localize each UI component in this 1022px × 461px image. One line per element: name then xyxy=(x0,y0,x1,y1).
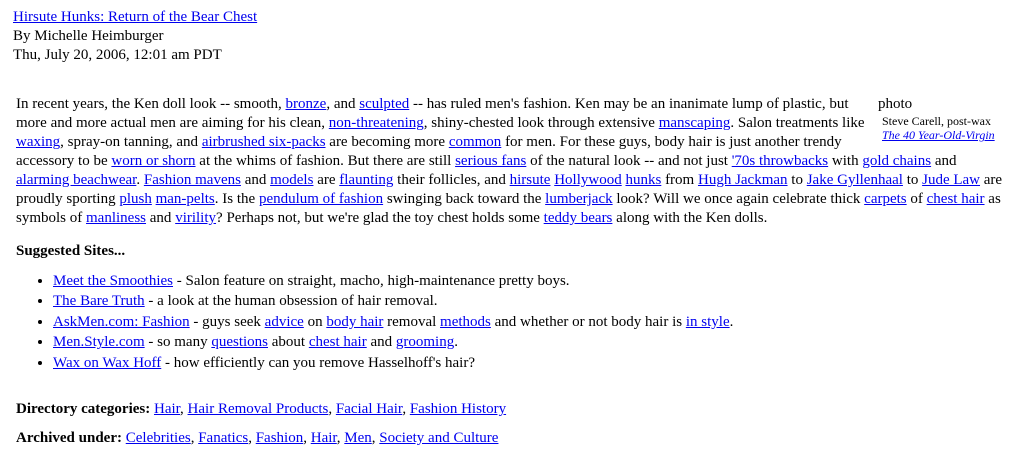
link-man-pelts[interactable]: man-pelts xyxy=(155,191,215,207)
link-chest-hair-2[interactable]: chest hair xyxy=(308,334,367,351)
link-hollywood[interactable]: Hollywood xyxy=(554,172,622,188)
text: - how efficiently can you remove Hasselhoff's hair? xyxy=(161,354,475,371)
suggested-sites-heading: Suggested Sites... xyxy=(16,243,126,259)
link-hunks[interactable]: hunks xyxy=(625,172,662,188)
directory-label: Directory categories: xyxy=(16,401,151,417)
text: , and xyxy=(326,96,360,112)
link-dir-hair-removal-products[interactable]: Hair Removal Products xyxy=(187,401,329,417)
link-in-style[interactable]: in style xyxy=(685,313,730,330)
text: are becoming more xyxy=(325,134,449,150)
text: ? Perhaps not, but we're glad the toy chest holds some xyxy=(216,210,544,226)
text: with xyxy=(828,153,863,169)
link-questions[interactable]: questions xyxy=(211,334,268,351)
list-item xyxy=(53,291,733,311)
text: along with the Ken dolls. xyxy=(612,210,768,226)
link-teddy-bears[interactable]: teddy bears xyxy=(543,210,613,226)
link-hirsute[interactable]: hirsute xyxy=(509,172,551,188)
link-lumberjack[interactable]: lumberjack xyxy=(545,191,613,207)
text: - guys seek xyxy=(189,313,265,330)
text: . xyxy=(454,334,458,351)
link-arc-society-and-culture[interactable]: Society and Culture xyxy=(379,430,499,446)
byline: By Michelle Heimburger xyxy=(13,28,164,44)
text: about xyxy=(268,334,309,351)
archived-label: Archived under: xyxy=(16,430,122,446)
link-manscaping[interactable]: manscaping xyxy=(658,115,731,131)
text: removal xyxy=(383,313,441,330)
directory-categories: Directory categories: Hair, Hair Removal Products, Facial Hair, Fashion History xyxy=(16,401,507,417)
text: from xyxy=(661,172,698,188)
link-common[interactable]: common xyxy=(448,134,502,150)
link-fashion-mavens[interactable]: Fashion mavens xyxy=(143,172,241,188)
film-link[interactable]: The 40 Year-Old-Virgin xyxy=(882,128,995,142)
link-the-bare-truth[interactable]: The Bare Truth xyxy=(53,293,145,310)
link-sculpted[interactable]: sculpted xyxy=(359,96,410,112)
link-dir-fashion-history[interactable]: Fashion History xyxy=(409,401,507,417)
link-arc-men[interactable]: Men xyxy=(344,430,372,446)
text: of xyxy=(906,191,927,207)
text: swinging back toward the xyxy=(383,191,546,207)
archived-under: Archived under: Celebrities, Fanatics, Fashion, Hair, Men, Society and Culture xyxy=(16,430,499,446)
suggested-sites-list xyxy=(16,271,733,373)
link-manliness[interactable]: manliness xyxy=(86,210,147,226)
link-arc-fanatics[interactable]: Fanatics xyxy=(198,430,249,446)
link-arc-celebrities[interactable]: Celebrities xyxy=(125,430,191,446)
link-chest-hair[interactable]: chest hair xyxy=(926,191,985,207)
list-item xyxy=(53,353,733,373)
link-jude-law[interactable]: Jude Law xyxy=(922,172,981,188)
link-models[interactable]: models xyxy=(270,172,314,188)
link-carpets[interactable]: carpets xyxy=(864,191,907,207)
list-item xyxy=(53,312,733,332)
text: to xyxy=(902,172,923,188)
link-jake-gyllenhaal[interactable]: Jake Gyllenhaal xyxy=(806,172,903,188)
link-advice[interactable]: advice xyxy=(264,313,304,330)
link-meet-the-smoothies[interactable]: Meet the Smoothies xyxy=(53,273,173,289)
text: and xyxy=(146,210,176,226)
publish-date: Thu, July 20, 2006, 12:01 am PDT xyxy=(13,47,222,63)
article-header xyxy=(13,8,257,65)
text: and whether or not body hair is xyxy=(490,313,686,330)
article-title-link[interactable]: Hirsute Hunks: Return of the Bear Chest xyxy=(13,9,258,25)
link-methods[interactable]: methods xyxy=(440,313,491,330)
link-pendulum-of-fashion[interactable]: pendulum of fashion xyxy=(258,191,384,207)
link-arc-fashion[interactable]: Fashion xyxy=(255,430,304,446)
link-flaunting[interactable]: flaunting xyxy=(339,172,394,188)
text: their follicles, and xyxy=(393,172,510,188)
link-alarming-beachwear[interactable]: alarming beachwear xyxy=(16,172,137,188)
text: are xyxy=(313,172,340,188)
link-worn-or-shorn[interactable]: worn or shorn xyxy=(111,153,196,169)
text: . Is the xyxy=(214,191,259,207)
text: to xyxy=(787,172,807,188)
photo-placeholder: photo xyxy=(878,96,913,112)
link-70s-throwbacks[interactable]: '70s throwbacks xyxy=(731,153,829,169)
text: of the natural look -- and not just xyxy=(526,153,732,169)
link-serious-fans[interactable]: serious fans xyxy=(455,153,527,169)
text: , shiny-chested look through extensive xyxy=(423,115,659,131)
text: as symbols of xyxy=(16,191,1001,226)
link-hugh-jackman[interactable]: Hugh Jackman xyxy=(697,172,788,188)
text: - a look at the human obsession of hair removal. xyxy=(144,293,438,310)
text: . xyxy=(136,172,144,188)
link-bronze[interactable]: bronze xyxy=(285,96,327,112)
text: -- has ruled men's fashion. Ken may be an inanimate lump of plastic, but more and more actual men are aiming for his clean, xyxy=(16,96,849,131)
link-body-hair[interactable]: body hair xyxy=(326,313,384,330)
list-item xyxy=(53,271,733,291)
photo-box xyxy=(878,97,1010,142)
text: on xyxy=(303,313,327,330)
text: and xyxy=(931,153,957,169)
link-dir-hair[interactable]: Hair xyxy=(153,401,181,417)
link-virility[interactable]: virility xyxy=(175,210,217,226)
link-plush[interactable]: plush xyxy=(119,191,152,207)
list-item xyxy=(53,332,733,352)
link-dir-facial-hair[interactable]: Facial Hair xyxy=(335,401,403,417)
link-grooming[interactable]: grooming xyxy=(395,334,455,351)
text: for men. For these guys, body hair is just another trendy accessory to be xyxy=(16,134,842,169)
link-arc-hair[interactable]: Hair xyxy=(310,430,337,446)
link-gold-chains[interactable]: gold chains xyxy=(862,153,932,169)
text: . Salon treatments like xyxy=(730,115,865,131)
link-airbrushed[interactable]: airbrushed six-packs xyxy=(201,134,326,150)
link-men-style[interactable]: Men.Style.com xyxy=(53,334,145,351)
text: . xyxy=(729,313,734,330)
text: - so many xyxy=(144,334,212,351)
text: and xyxy=(366,334,396,351)
text: are proudly sporting xyxy=(16,172,1003,207)
text: , spray-on tanning, and xyxy=(60,134,202,150)
text: look? Will we once again celebrate thick xyxy=(612,191,865,207)
text: and xyxy=(240,172,271,188)
link-non-threatening[interactable]: non-threatening xyxy=(328,115,424,131)
link-askmen-fashion[interactable]: AskMen.com: Fashion xyxy=(53,313,190,330)
text: - Salon feature on straight, macho, high-maintenance pretty boys. xyxy=(173,273,570,289)
text: In recent years, the Ken doll look -- smooth, xyxy=(16,96,286,112)
link-wax-on-wax-hoff[interactable]: Wax on Wax Hoff xyxy=(53,354,162,371)
link-waxing[interactable]: waxing xyxy=(16,134,61,150)
photo-caption: Steve Carell, post-wax xyxy=(882,114,991,128)
text: at the whims of fashion. But there are still xyxy=(195,153,456,169)
article-body xyxy=(16,95,1006,228)
